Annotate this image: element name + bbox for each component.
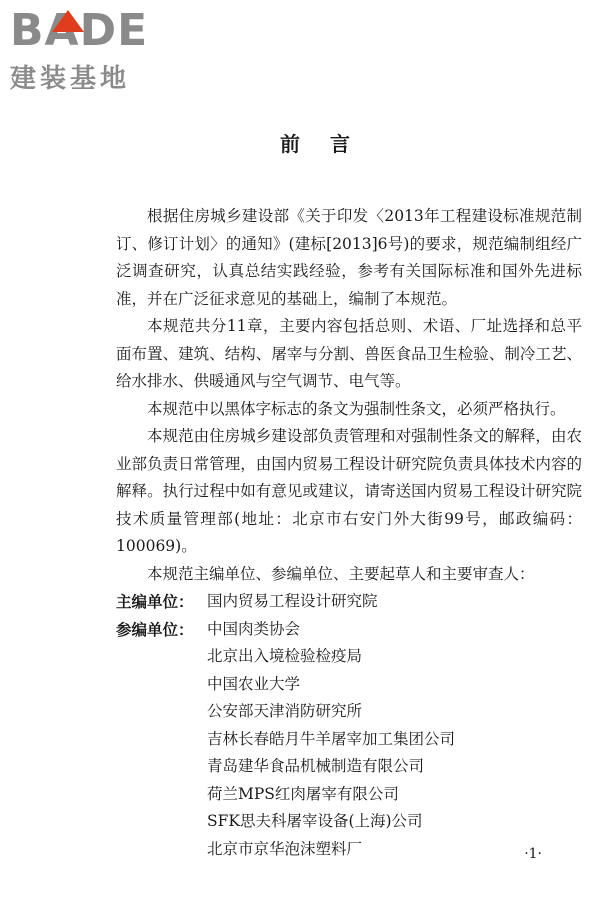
logo-wordmark: BADE <box>10 5 149 56</box>
participating-unit-item: 吉林长春皓月牛羊屠宰加工集团公司 <box>207 729 456 748</box>
paragraph-5: 本规范主编单位、参编单位、主要起草人和主要审查人： <box>147 564 535 583</box>
page-title: 前言 <box>280 132 380 156</box>
participating-unit-item: 中国农业大学 <box>207 674 301 693</box>
logo-subtitle: 建装基地 <box>10 64 131 94</box>
page-number: ·1· <box>524 846 542 862</box>
paragraph-4: 本规范由住房城乡建设部负责管理和对强制性条文的解释，由农业部负责日常管理，由国内贸易工程设计研究院负责具体技术内容的解释。执行过程中如有意见或建议，请寄送国内贸易工程设计研究院技术质量管理部(地址：北京市右安门外大街99号，邮政编码：100069)。 <box>116 427 582 555</box>
participating-unit-item: SFK思夫科屠宰设备(上海)公司 <box>207 812 423 830</box>
chief-unit-value: 国内贸易工程设计研究院 <box>207 592 378 610</box>
logo-triangle-icon <box>52 10 84 32</box>
participating-unit-item: 北京市京华泡沫塑料厂 <box>207 839 363 858</box>
participating-unit-item: 荷兰MPS红肉屠宰有限公司 <box>207 784 399 803</box>
logo <box>10 6 180 95</box>
paragraph-3: 本规范中以黑体字标志的条文为强制性条文，必须严格执行。 <box>147 399 566 418</box>
participating-unit-label: 参编单位： <box>116 619 194 639</box>
preface-body <box>116 203 582 863</box>
participating-unit-item: 公安部天津消防研究所 <box>207 702 363 720</box>
participating-unit-item: 青岛建华食品机械制造有限公司 <box>207 757 425 775</box>
participating-unit-item: 中国肉类协会 <box>207 619 301 638</box>
paragraph-2: 本规范共分11章，主要内容包括总则、术语、厂址选择和总平面布置、建筑、结构、屠宰与分割、兽医食品卫生检验、制冷工艺、给水排水、供暖通风与空气调节、电气等。 <box>116 317 582 390</box>
participating-unit-item: 北京出入境检验检疫局 <box>207 647 363 665</box>
participating-unit-row <box>116 616 582 644</box>
units-list <box>116 588 582 863</box>
paragraph-1: 根据住房城乡建设部《关于印发〈2013年工程建设标准规范制订、修订计划〉的通知》(建标[2013]6号)的要求，规范编制组经广泛调查研究，认真总结实践经验，参考有关国际标准和国外先进标准，并在广泛征求意见的基础上，编制了本规范。 <box>116 207 582 308</box>
chief-unit-label: 主编单位： <box>116 592 194 611</box>
chief-unit-row <box>116 588 582 616</box>
